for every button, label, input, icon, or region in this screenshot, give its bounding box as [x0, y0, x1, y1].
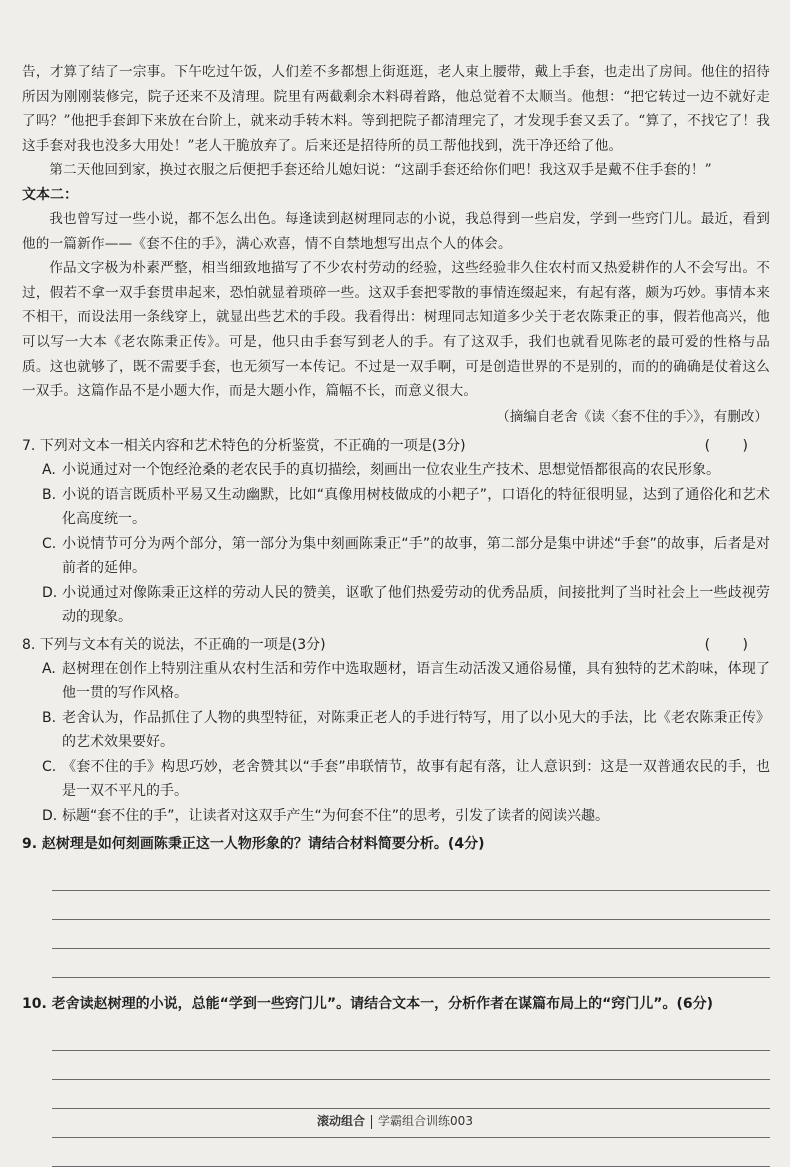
question-8-option-b: B. 老舍认为，作品抓住了人物的典型特征，对陈秉正老人的手进行特写，用了以小见大的手法，比《老农陈秉正传》的艺术效果要好。 — [42, 709, 770, 750]
question-10 — [22, 992, 770, 1016]
answer-line[interactable] — [52, 1022, 770, 1051]
text2-heading: 文本二： — [22, 186, 78, 203]
page-content — [22, 60, 770, 1167]
page-footer — [0, 1112, 790, 1129]
answer-blank[interactable]: ( ) — [704, 636, 762, 653]
question-8-option-a: A. 赵树理在创作上特别注重从农村生活和劳作中选取题材，语言生动活泼又通俗易懂，具有独特的艺术韵味，体现了他一贯的写作风格。 — [42, 660, 770, 701]
question-10-stem: 10. 老舍读赵树理的小说，总能“学到一些窍门儿”。请结合文本一，分析作者在谋篇布局上的“窍门儿”。(6分) — [22, 995, 714, 1012]
text2-paragraph: 我也曾写过一些小说，都不怎么出色。每逢读到赵树理同志的小说，我总得到一些启发，学到一些窍门儿。最近，看到他的一篇新作——《套不住的手》，满心欢喜，情不自禁地想写出点个人的体会。 — [22, 210, 770, 252]
question-7-option-a: A. 小说通过对一个饱经沧桑的老农民手的真切描绘，刻画出一位农业生产技术、思想觉悟都很高的农民形象。 — [42, 461, 720, 478]
question-7-option-c: C. 小说情节可分为两个部分，第一部分为集中刻画陈秉正“手”的故事，第二部分是集中讲述“手套”的故事，后者是对前者的延伸。 — [42, 535, 770, 576]
question-8 — [22, 633, 770, 657]
question-7-option-d: D. 小说通过对像陈秉正这样的劳动人民的赞美，讴歌了他们热爱劳动的优秀品质，间接批判了当时社会上一些歧视劳动的现象。 — [42, 584, 770, 625]
answer-line[interactable] — [52, 1051, 770, 1080]
question-8-option-c: C. 《套不住的手》构思巧妙，老舍赞其以“手套”串联情节，故事有起有落，让人意识到：这是一双普通农民的手，也是一双不平凡的手。 — [42, 758, 770, 799]
answer-line[interactable] — [52, 862, 770, 891]
question-7 — [22, 434, 770, 458]
answer-line[interactable] — [52, 920, 770, 949]
footer-divider — [371, 1115, 372, 1129]
footer-series: 学霸组合训练003 — [378, 1114, 473, 1128]
answer-lines[interactable] — [52, 862, 770, 978]
answer-line[interactable] — [52, 1138, 770, 1167]
answer-lines[interactable] — [52, 1022, 770, 1167]
answer-line[interactable] — [52, 949, 770, 978]
question-8-stem: 8. 下列与文本有关的说法，不正确的一项是(3分) — [22, 636, 326, 653]
text2-source: （摘编自老舍《读〈套不住的手〉》，有删改） — [496, 408, 768, 425]
text2-paragraph: 作品文字极为朴素严整，相当细致地描写了不少农村劳动的经验，这些经验非久住农村而又热爱耕作的人不会写出。不过，假若不拿一双手套贯串起来，恐怕就显着琐碎一些。这双手套把零散的事情连缀起来，有起有落，颇为巧妙。事情本来不相干，而设法用一条线穿上，就显出些艺术的手段。我看得出：树理同志知道多少关于老农陈秉正的事，假若他高兴，他可以写一大本《老农陈秉正传》。可是，他只由手套写到老人的手。有了这双手，我们也就看见陈老的最可爱的性格与品质。这也就够了，既不需要手套，也无须写一本传记。不过是一双手啊，可是创造世界的不是别的，而的的确确是仗着这么一双手。这篇作品不是小题大作，而是大题小作，篇幅不长，而意义很大。 — [22, 260, 770, 400]
text1-continuation-paragraph: 第二天他回到家，换过衣服之后便把手套还给儿媳妇说：“这副手套还给你们吧！我这双手是戴不住手套的！” — [49, 162, 712, 179]
text1-continuation-paragraph: 告，才算了结了一宗事。下午吃过午饭，人们差不多都想上街逛逛，老人束上腰带，戴上手套，也走出了房间。他住的招待所因为刚刚装修完，院子还来不及清理。院里有两截剩余木料碍着路，他总觉着不太顺当。他想：“把它转过一边不就好走了吗？”他把手套卸下来放在台阶上，就来动手转木料。等到把院子都清理完了，才发现手套又丢了。“算了，不找它了！我这手套对我也没多大用处！”老人干脆放弃了。后来还是招待所的员工帮他找到，洗干净还给了他。 — [22, 64, 770, 154]
question-7-stem: 7. 下列对文本一相关内容和艺术特色的分析鉴赏，不正确的一项是(3分) — [22, 437, 466, 454]
question-9-stem: 9. 赵树理是如何刻画陈秉正这一人物形象的？请结合材料简要分析。(4分) — [22, 835, 485, 852]
answer-line[interactable] — [52, 1080, 770, 1109]
answer-blank[interactable]: ( ) — [704, 437, 762, 454]
question-8-option-d: D. 标题“套不住的手”，让读者对这双手产生“为何套不住”的思考，引发了读者的阅读兴趣。 — [42, 807, 610, 824]
footer-brand: 滚动组合 — [317, 1114, 366, 1128]
answer-line[interactable] — [52, 891, 770, 920]
question-7-option-b: B. 小说的语言既质朴平易又生动幽默，比如“真像用树枝做成的小耙子”，口语化的特征很明显，达到了通俗化和艺术化高度统一。 — [42, 486, 770, 527]
question-9 — [22, 832, 770, 856]
